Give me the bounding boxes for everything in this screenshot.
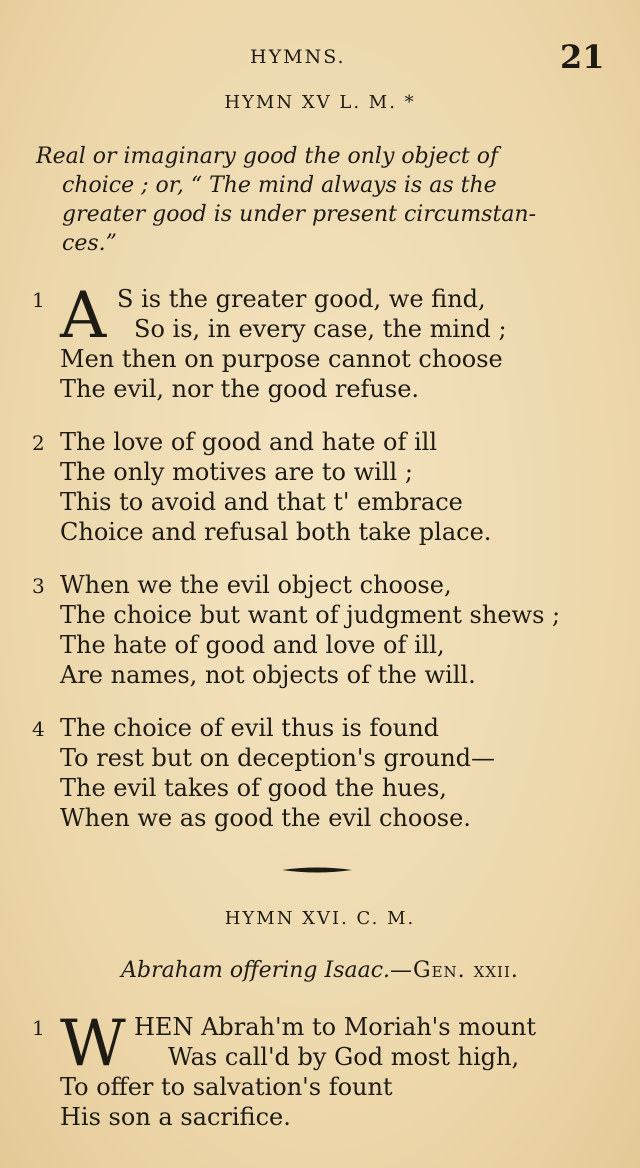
stanza-number: 3 [32,574,45,598]
drop-cap: W [60,1007,126,1081]
verse-line: The choice of evil thus is found [60,714,440,742]
hymn-15-title: HYMN XV L. M. * [224,92,416,113]
subject-line: Real or imaginary good the only object of [36,144,499,169]
verse-line: His son a sacrifice. [60,1103,291,1131]
subject-line: ces.” [62,231,117,256]
scripture-reference: —Gen. xxii. [390,958,519,983]
verse-line: The evil, nor the good refuse. [60,375,420,403]
verse-line: When we the evil object choose, [60,571,452,599]
hymn-16-title: HYMN XVI. C. M. [224,908,416,929]
verse-line: S is the greater good, we find, [117,285,486,313]
hymn-16-epigraph [0,958,640,983]
verse-line: The evil takes of good the hues, [60,774,447,802]
verse-line: The love of good and hate of ill [60,428,438,456]
stanza-number: 1 [32,288,45,312]
verse-line: The choice but want of judgment shews ; [60,601,561,629]
running-head: HYMNS. [250,46,346,68]
verse-line: To offer to salvation's fount [60,1073,393,1101]
stanza-number: 1 [32,1016,45,1040]
drop-cap: A [60,279,107,353]
verse-line: So is, in every case, the mind ; [134,315,507,343]
section-divider [282,866,352,874]
verse-line: HEN Abrah'm to Moriah's mount [134,1013,536,1041]
verse-line: The hate of good and love of ill, [60,631,445,659]
hymn-15-subject [36,142,606,258]
stanza-number: 2 [32,431,45,455]
verse-line: To rest but on deception's ground— [60,744,496,772]
verse-line: Are names, not objects of the will. [60,661,476,689]
verse-line: Choice and refusal both take place. [60,518,492,546]
verse-line: This to avoid and that t' embrace [60,488,463,516]
subject-line: choice ; or, “ The mind always is as the [62,173,497,198]
verse-line: Was call'd by God most high, [168,1043,520,1071]
verse-line: When we as good the evil choose. [60,804,471,832]
stanza-number: 4 [32,717,45,741]
subject-line: greater good is under present circumstan- [62,202,537,227]
verse-line: The only motives are to will ; [60,458,413,486]
page-header [0,38,640,78]
epigraph-text: Abraham offering Isaac. [121,958,391,983]
page-number: 21 [560,38,605,76]
verse-line: Men then on purpose cannot choose [60,345,503,373]
